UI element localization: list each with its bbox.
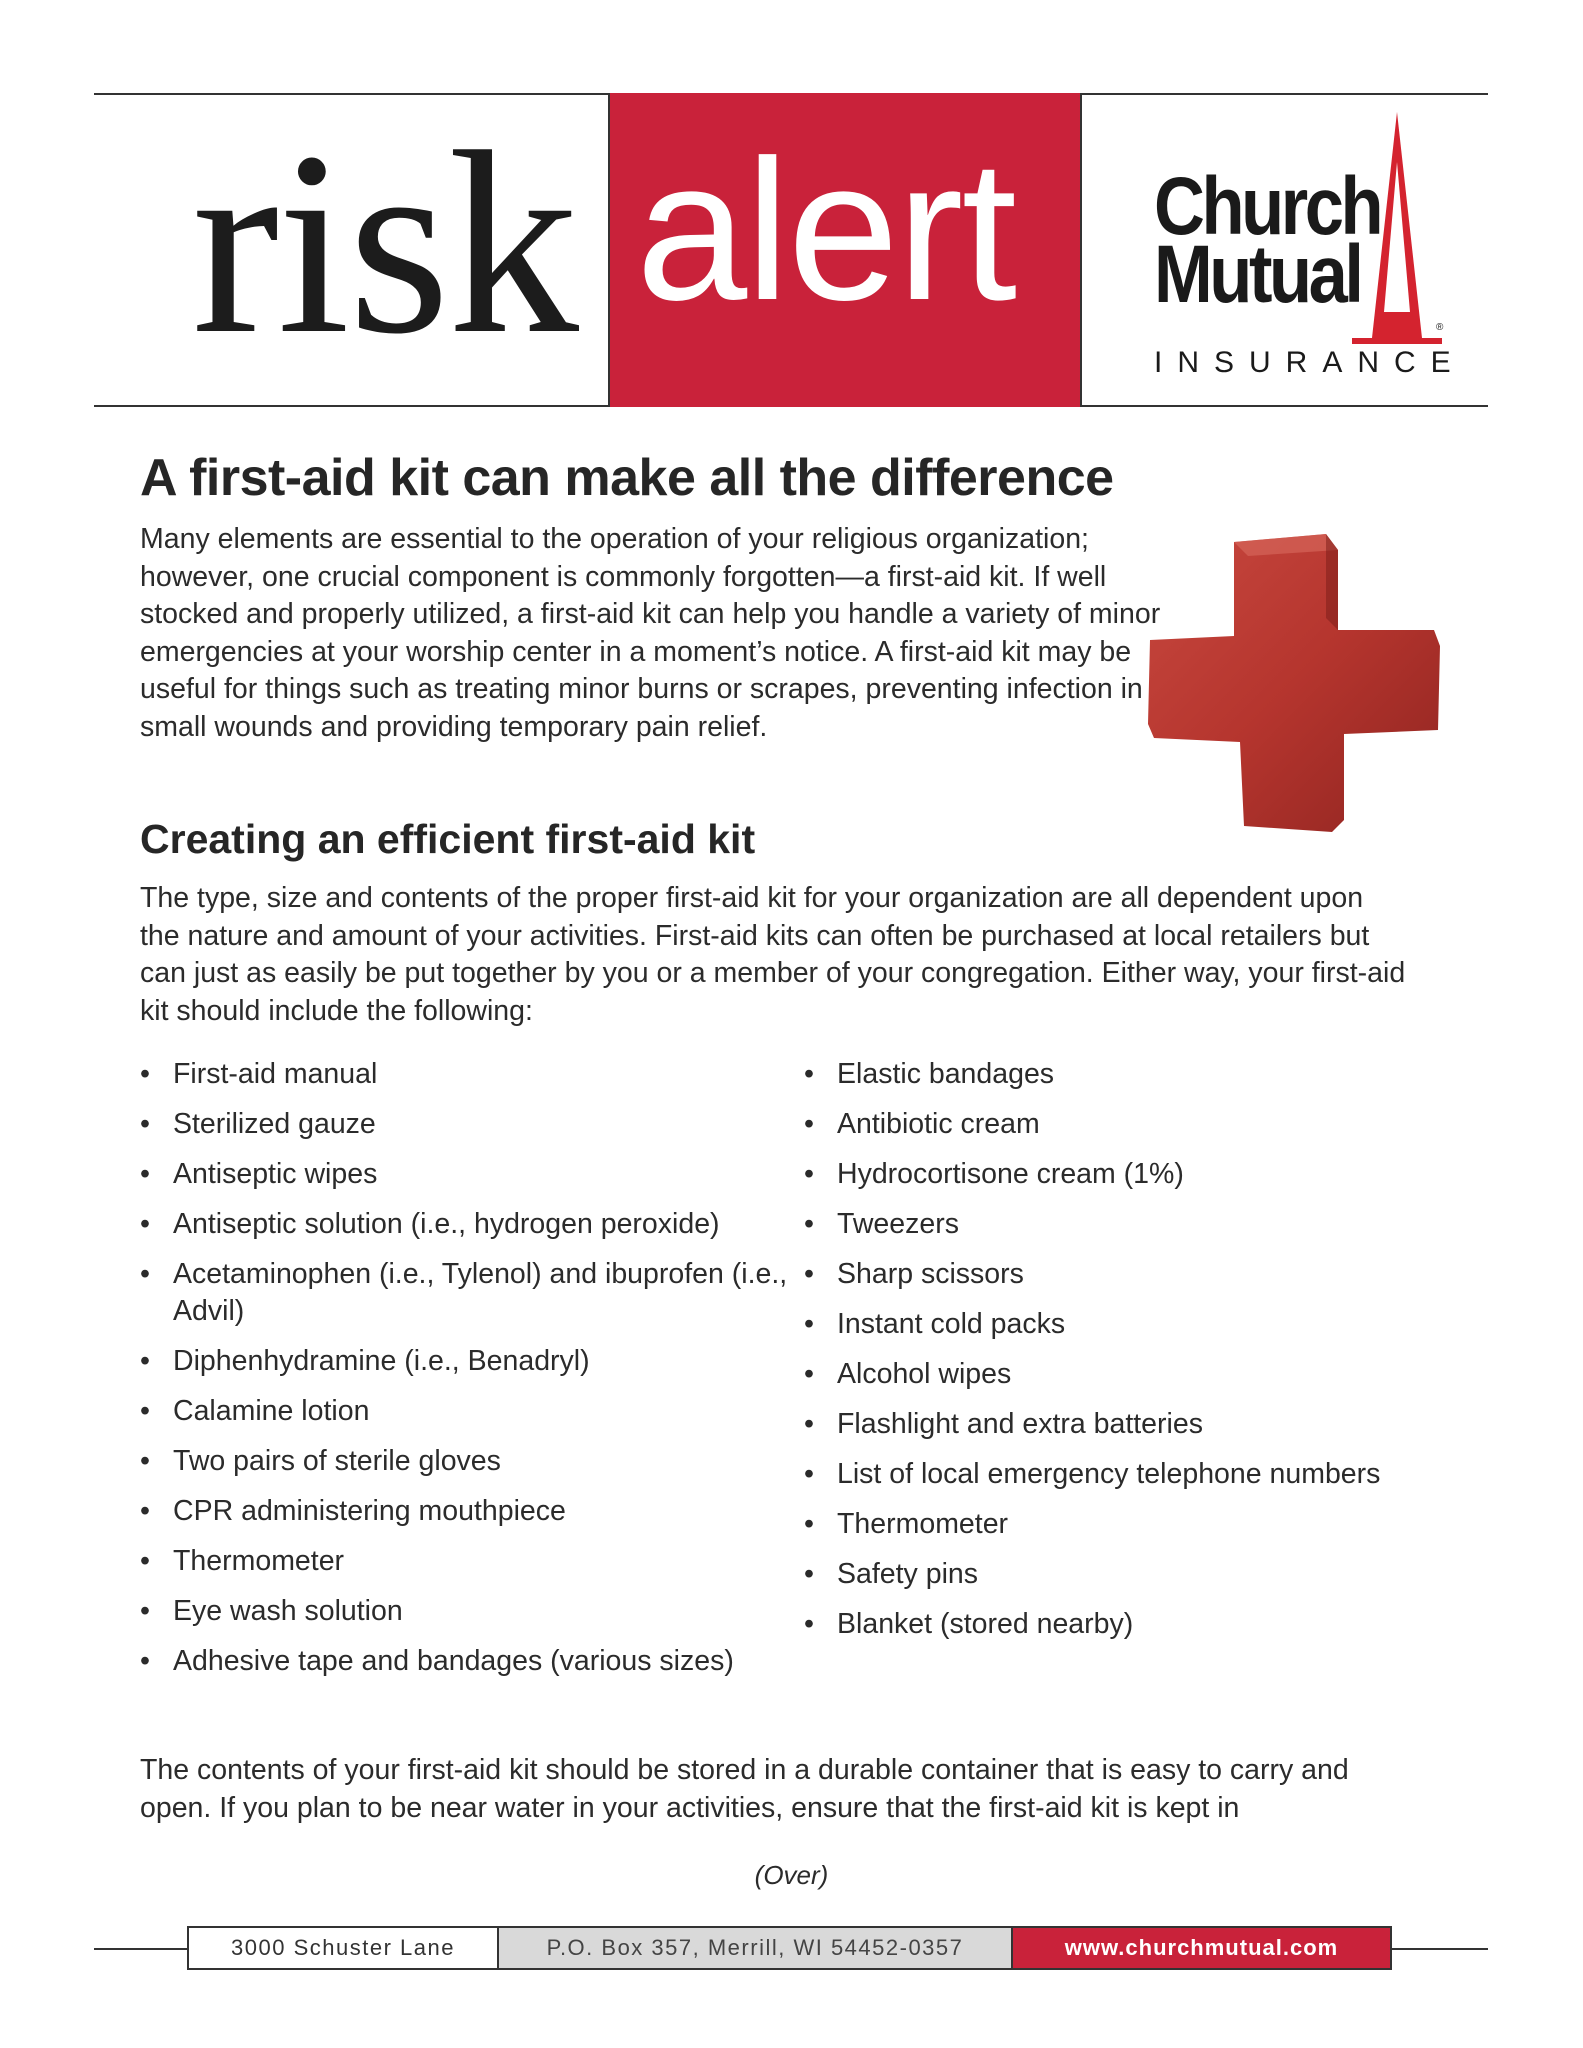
over-indicator: (Over) xyxy=(754,1860,829,1890)
supply-list-right xyxy=(804,1056,1484,1656)
list-item: • Instant cold packs xyxy=(804,1306,1484,1343)
footer-address: 3000 Schuster Lane xyxy=(189,1928,499,1968)
alert-panel xyxy=(608,93,1082,407)
list-item: • Thermometer xyxy=(804,1506,1484,1543)
list-item: • Antibiotic cream xyxy=(804,1106,1484,1143)
list-item: • First-aid manual xyxy=(140,1056,790,1093)
list-item: • Antiseptic wipes xyxy=(140,1156,790,1193)
list-item: • Safety pins xyxy=(804,1556,1484,1593)
list-item: • Alcohol wipes xyxy=(804,1356,1484,1393)
list-item: • Sterilized gauze xyxy=(140,1106,790,1143)
list-item: • CPR administering mouthpiece xyxy=(140,1493,790,1530)
intro-paragraph xyxy=(140,521,1200,746)
logo-mutual-text: Mutual xyxy=(1154,229,1361,320)
registered-mark: ® xyxy=(1436,322,1444,333)
alert-wordmark: alert xyxy=(636,119,1016,342)
red-cross-icon xyxy=(1148,534,1448,834)
list-item: • Tweezers xyxy=(804,1206,1484,1243)
intro-text: Many elements are essential to the operation of your religious organization; however, one crucial component is commonly forgotten—a first-aid kit. If well stocked and properly utilized, a first-aid kit can help you handle a variety of minor emergencies at your worship center in a moment’s notice. A first-aid kit may be useful for things such as treating minor burns or scrapes, preventing infection in small wounds and providing temporary pain relief. xyxy=(140,523,1161,743)
risk-wordmark: risk xyxy=(192,98,577,388)
footer-po-box: P.O. Box 357, Merrill, WI 54452-0357 xyxy=(499,1928,1013,1968)
list-item: • Adhesive tape and bandages (various sizes) xyxy=(140,1643,790,1680)
list-item: • Flashlight and extra batteries xyxy=(804,1406,1484,1443)
logo-church-text: Church xyxy=(1154,161,1381,252)
section-paragraph xyxy=(140,880,1410,1030)
list-item: • Thermometer xyxy=(140,1543,790,1580)
list-item: • Antiseptic solution (i.e., hydrogen peroxide) xyxy=(140,1206,790,1243)
closing-paragraph xyxy=(140,1752,1410,1827)
list-item: • Calamine lotion xyxy=(140,1393,790,1430)
list-item: • List of local emergency telephone numbers xyxy=(804,1456,1484,1493)
footer-rule-left xyxy=(94,1948,189,1950)
footer-bar xyxy=(187,1926,1392,1970)
church-mutual-logo xyxy=(1142,112,1466,402)
section-text: The type, size and contents of the proper first-aid kit for your organization are all dependent upon the nature and amount of your activities. First-aid kits can often be purchased at local retailers but can just as easily be put together by you or a member of your congregation. Either way, your first-aid kit should include the following: xyxy=(140,882,1406,1027)
spire-icon xyxy=(1352,112,1442,352)
footer-rule-right xyxy=(1390,1948,1488,1950)
list-item: • Acetaminophen (i.e., Tylenol) and ibuprofen (i.e., Advil) xyxy=(140,1256,790,1330)
list-item: • Sharp scissors xyxy=(804,1256,1484,1293)
list-item: • Hydrocortisone cream (1%) xyxy=(804,1156,1484,1193)
list-item: • Blanket (stored nearby) xyxy=(804,1606,1484,1643)
supply-list-left xyxy=(140,1056,790,1693)
list-item: • Elastic bandages xyxy=(804,1056,1484,1093)
logo-insurance-text: INSURANCE xyxy=(1154,346,1466,379)
page-title: A first-aid kit can make all the difference xyxy=(140,449,1114,507)
list-item: • Two pairs of sterile gloves xyxy=(140,1443,790,1480)
section-heading: Creating an efficient first-aid kit xyxy=(140,816,756,862)
footer-website-link[interactable]: www.churchmutual.com xyxy=(1013,1928,1390,1968)
closing-text: The contents of your first-aid kit should be stored in a durable container that is easy to carry and open. If you plan to be near water in your activities, ensure that the first-aid kit is kept in xyxy=(140,1754,1349,1824)
list-item: • Eye wash solution xyxy=(140,1593,790,1630)
list-item: • Diphenhydramine (i.e., Benadryl) xyxy=(140,1343,790,1380)
